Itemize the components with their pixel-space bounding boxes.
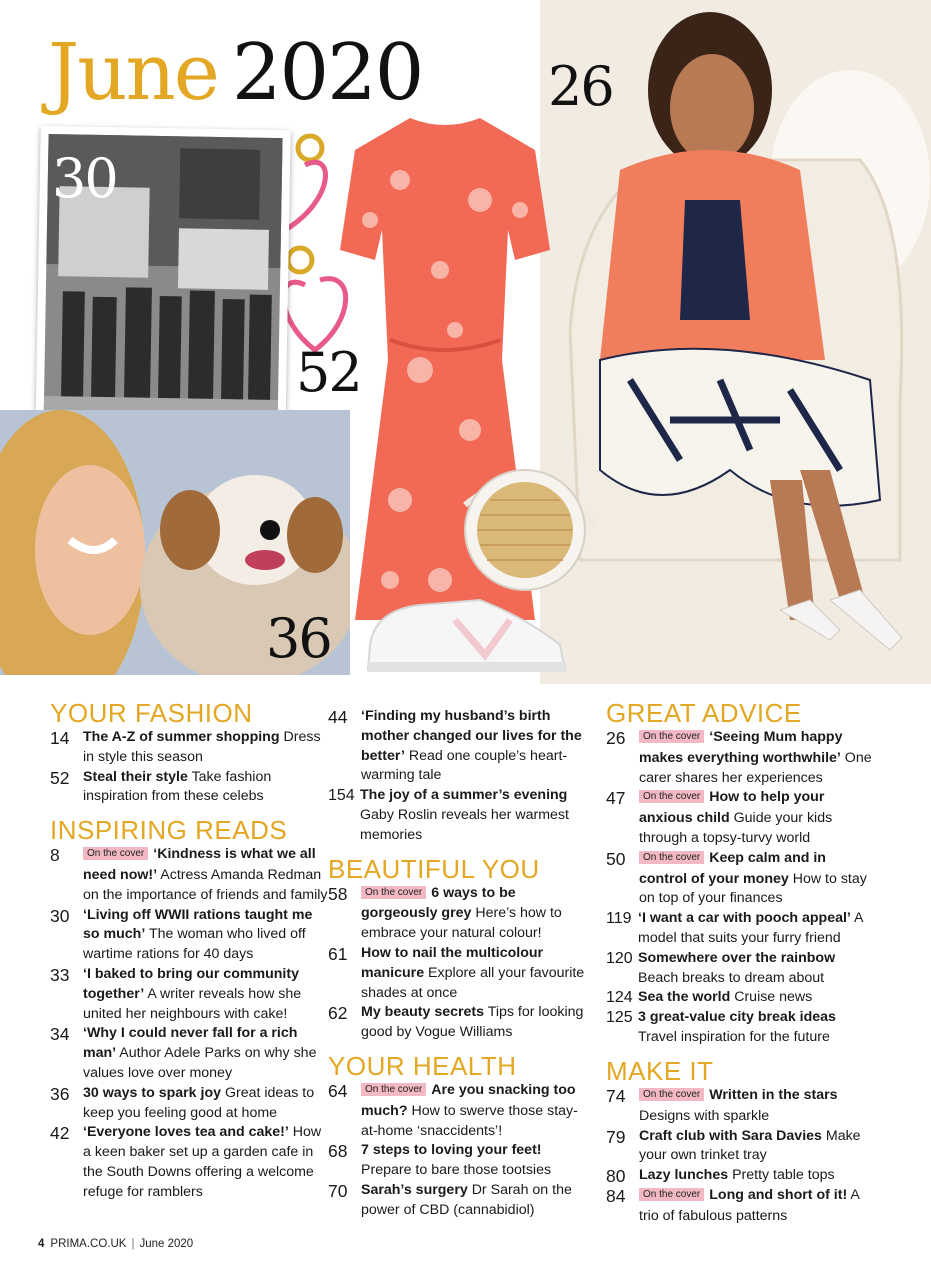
- item-headline: My beauty secrets: [361, 1004, 485, 1021]
- contents-item[interactable]: [328, 1141, 590, 1181]
- contents-column-3: [606, 700, 872, 1227]
- page-number: 52: [50, 767, 70, 788]
- on-the-cover-badge: On the cover: [361, 886, 426, 899]
- page-number: 50: [606, 848, 626, 869]
- contents-item[interactable]: [606, 1186, 872, 1227]
- contents-column-2: [328, 707, 590, 1221]
- item-description: Make your own trinket tray: [639, 1127, 861, 1164]
- section-heading: YOUR HEALTH: [328, 1050, 517, 1081]
- item-description: Great ideas to keep you feeling good at home: [83, 1084, 315, 1121]
- section-inspiring-reads: [50, 817, 330, 1202]
- item-description: Author Adele Parks on why she values love over money: [83, 1045, 317, 1081]
- contents-item[interactable]: [50, 768, 330, 808]
- item-headline: ‘Seeing Mum happy makes everything worthwhile’: [639, 729, 843, 766]
- item-description: Pretty table tops: [732, 1167, 835, 1184]
- photo-page-number-dog: 36: [266, 607, 331, 670]
- page-number: 8: [50, 845, 60, 866]
- title-year: 2020: [231, 28, 423, 118]
- page-number: 125: [606, 1009, 633, 1027]
- item-headline: Written in the stars: [709, 1086, 838, 1103]
- item-headline: How to help your anxious child: [639, 789, 825, 827]
- page-number: 44: [328, 707, 348, 727]
- item-description: A trio of fabulous patterns: [639, 1187, 860, 1224]
- contents-item[interactable]: [606, 788, 872, 848]
- page-number: 120: [606, 949, 633, 967]
- page-number: 124: [606, 989, 633, 1007]
- item-headline: Somewhere over the rainbow: [638, 949, 836, 966]
- contents-item[interactable]: [606, 1127, 872, 1167]
- item-description: Dress in style this season: [83, 729, 321, 765]
- item-headline: 6 ways to be gorgeously grey: [361, 884, 516, 922]
- item-description: Designs with sparkle: [639, 1107, 770, 1124]
- item-description: Cruise news: [734, 989, 813, 1006]
- item-headline: Keep calm and in control of your money: [639, 849, 826, 887]
- page-number: 61: [328, 943, 348, 964]
- page-number: 70: [328, 1180, 348, 1201]
- on-the-cover-badge: On the cover: [83, 847, 148, 860]
- item-description: Here’s how to embrace your natural colour!: [361, 905, 562, 942]
- item-description: Gaby Roslin reveals her warmest memories: [360, 806, 569, 843]
- page-number: 26: [606, 728, 626, 748]
- contents-item[interactable]: [606, 1166, 872, 1186]
- straw-bag-photo: [445, 465, 605, 595]
- section-heading: BEAUTIFUL YOU: [328, 853, 540, 884]
- section-great-advice: [606, 700, 872, 1048]
- item-headline: ‘Living off WWII rations taught me so much’: [83, 906, 313, 943]
- contents-item[interactable]: [50, 965, 330, 1024]
- photo-page-number-presenter: 26: [548, 55, 613, 118]
- page-footer: [38, 1238, 193, 1250]
- page-number: 64: [328, 1080, 348, 1101]
- page-number: 30: [50, 905, 70, 926]
- contents-item[interactable]: [328, 1181, 590, 1221]
- item-headline: 7 steps to loving your feet!: [361, 1142, 542, 1159]
- item-headline: ‘Finding my husband’s birth mother changed our lives for the better’: [361, 708, 582, 764]
- item-description: Read one couple’s heart-warming tale: [361, 747, 568, 784]
- title-month: June: [48, 28, 218, 118]
- contents-item[interactable]: [50, 1123, 330, 1202]
- item-description: Explore all your favourite shades at once: [361, 964, 585, 1001]
- photo-page-number-street: 30: [52, 147, 117, 210]
- contents-item[interactable]: [606, 1008, 872, 1048]
- page-number: 42: [50, 1123, 70, 1144]
- page-number: 68: [328, 1141, 348, 1162]
- white-sneaker-photo: [360, 590, 570, 680]
- footer-date: June 2020: [139, 1238, 194, 1250]
- page-title: [48, 28, 423, 118]
- item-description: How to swerve those stay-at-home ‘snaccidents’!: [361, 1102, 578, 1139]
- section-heading: GREAT ADVICE: [606, 698, 802, 728]
- item-headline: Are you snacking too much?: [361, 1081, 576, 1119]
- item-headline: How to nail the multicolour manicure: [361, 944, 544, 981]
- item-description: One carer shares her experiences: [639, 749, 872, 786]
- on-the-cover-badge: On the cover: [639, 790, 704, 803]
- item-description: Actress Amanda Redman on the importance of friends and family: [83, 866, 328, 903]
- contents-item[interactable]: [328, 944, 590, 1003]
- item-headline: 3 great-value city break ideas: [638, 1009, 836, 1026]
- item-description: Tips for looking good by Vogue Williams: [361, 1004, 584, 1041]
- item-headline: ‘Why I could never fall for a rich man’: [83, 1025, 298, 1062]
- section-continued: [328, 707, 590, 846]
- contents-item[interactable]: [50, 906, 330, 965]
- item-headline: Craft club with Sara Davies: [639, 1127, 822, 1144]
- page-number: 62: [328, 1003, 348, 1024]
- item-headline: 30 ways to spark joy: [83, 1084, 222, 1101]
- item-headline: Steal their style: [83, 768, 188, 785]
- item-headline: The joy of a summer’s evening: [360, 787, 568, 804]
- item-description: Guide your kids through a topsy-turvy world: [639, 810, 833, 846]
- footer-page-number: 4: [38, 1238, 45, 1250]
- section-make-it: [606, 1055, 872, 1227]
- contents-item[interactable]: [328, 884, 590, 944]
- on-the-cover-badge: On the cover: [639, 1188, 704, 1201]
- contents-item[interactable]: [50, 1024, 330, 1083]
- contents-item[interactable]: [606, 988, 872, 1008]
- on-the-cover-badge: On the cover: [361, 1083, 426, 1096]
- contents-item[interactable]: [606, 849, 872, 909]
- page-number: 36: [50, 1083, 70, 1104]
- footer-separator: |: [131, 1238, 135, 1250]
- item-description: A writer reveals how she united her neighbours with cake!: [83, 985, 302, 1022]
- section-your-health: [328, 1050, 590, 1221]
- contents-item[interactable]: [606, 909, 872, 949]
- item-headline: Long and short of it!: [709, 1187, 848, 1204]
- item-description: A model that suits your furry friend: [638, 910, 863, 946]
- contents-item[interactable]: [50, 728, 330, 768]
- section-heading: MAKE IT: [606, 1055, 714, 1086]
- item-description: How a keen baker set up a garden cafe in the South Downs offering a welcome refuge for ramblers: [83, 1124, 322, 1200]
- item-headline: The A-Z of summer shopping: [83, 729, 280, 745]
- page-number: 74: [606, 1085, 626, 1106]
- on-the-cover-badge: On the cover: [639, 851, 704, 864]
- item-description: Dr Sarah on the power of CBD (cannabidiol): [361, 1181, 572, 1218]
- item-description: Beach breaks to dream about: [638, 969, 825, 986]
- item-description: The woman who lived off wartime rations for 40 days: [83, 926, 306, 963]
- item-description: Take fashion inspiration from these celebs: [83, 768, 272, 805]
- contents-item[interactable]: [606, 949, 872, 989]
- footer-site: PRIMA.CO.UK: [50, 1238, 127, 1250]
- item-headline: ‘I want a car with pooch appeal’: [638, 910, 851, 927]
- page-number: 34: [50, 1024, 70, 1045]
- item-headline: ‘Everyone loves tea and cake!’: [83, 1124, 289, 1141]
- on-the-cover-badge: On the cover: [639, 1088, 704, 1101]
- page-number: 47: [606, 788, 626, 809]
- contents-item[interactable]: [328, 707, 590, 786]
- contents-item[interactable]: [606, 728, 872, 788]
- item-headline: Sea the world: [638, 989, 731, 1006]
- page-number: 58: [328, 883, 348, 904]
- contents-item[interactable]: [50, 845, 330, 905]
- page-number: 79: [606, 1126, 626, 1147]
- item-headline: ‘I baked to bring our community together’: [83, 965, 299, 1002]
- section-heading: YOUR FASHION: [50, 698, 253, 728]
- page-number: 33: [50, 964, 70, 985]
- contents-item[interactable]: [50, 1084, 330, 1124]
- on-the-cover-badge: On the cover: [639, 730, 704, 743]
- item-headline: ‘Kindness is what we all need now!’: [83, 846, 316, 883]
- item-headline: Lazy lunches: [639, 1167, 729, 1184]
- item-description: Travel inspiration for the future: [638, 1029, 830, 1046]
- item-description: Prepare to bare those tootsies: [361, 1162, 552, 1179]
- contents-item[interactable]: [328, 1081, 590, 1141]
- contents-item[interactable]: [606, 1086, 872, 1127]
- section-your-fashion: [50, 700, 330, 807]
- section-beautiful-you: [328, 853, 590, 1043]
- contents-column-1: [50, 700, 330, 1203]
- item-headline: Sarah’s surgery: [361, 1181, 468, 1198]
- page-number: 80: [606, 1166, 626, 1187]
- page-number: 119: [606, 910, 632, 928]
- item-description: How to stay on top of your finances: [639, 870, 867, 907]
- contents-item[interactable]: [328, 786, 590, 845]
- photo-page-number-earrings: 52: [296, 341, 361, 404]
- page-number: 154: [328, 787, 355, 805]
- section-heading: INSPIRING READS: [50, 815, 288, 846]
- page-number: 84: [606, 1186, 626, 1207]
- contents-item[interactable]: [328, 1003, 590, 1043]
- page-number: 14: [50, 728, 70, 748]
